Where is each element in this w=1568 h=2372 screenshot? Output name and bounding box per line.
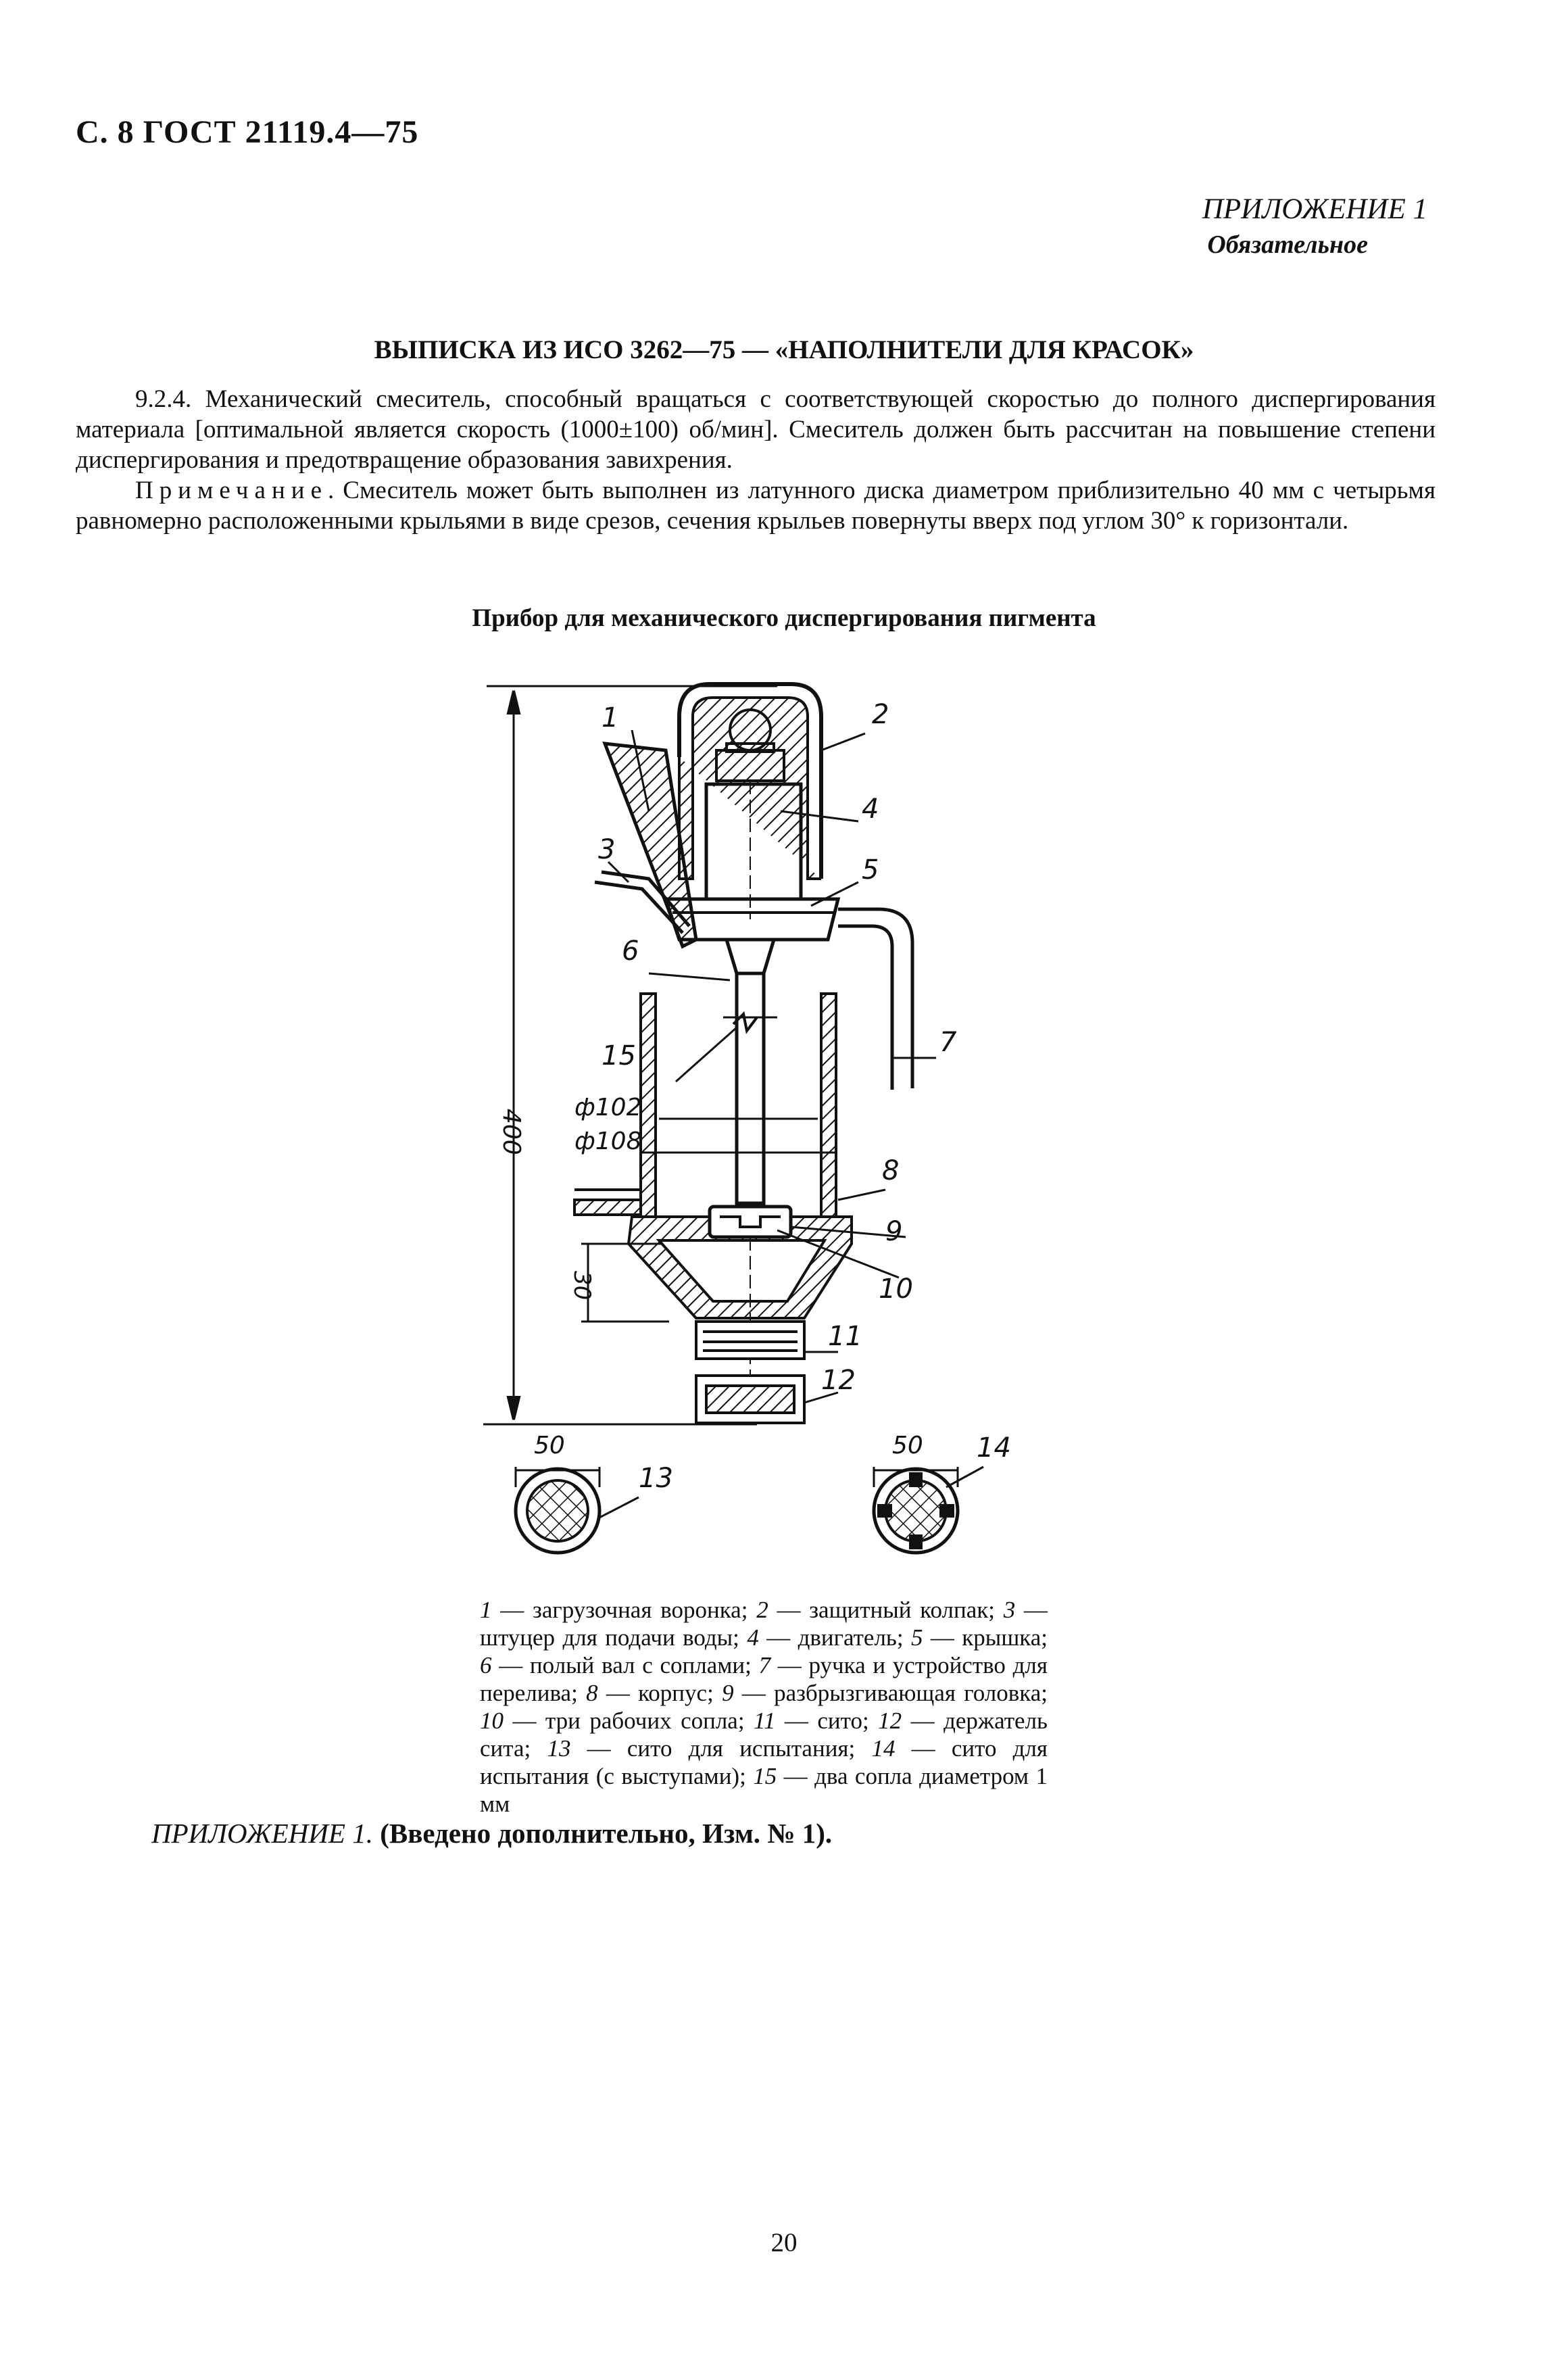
- caption-item-4: 4 — двигатель;: [747, 1624, 912, 1651]
- caption-item-8: 8 — корпус;: [586, 1680, 722, 1706]
- page-number: 20: [770, 2228, 798, 2257]
- dim-cone: 30: [568, 1271, 595, 1301]
- label-4: 4: [862, 794, 879, 825]
- label-1: 1: [602, 702, 619, 733]
- caption-item-10: 10 — три рабочих сопла;: [480, 1708, 754, 1734]
- caption-item-3: 3 — штуцер для подачи воды;: [480, 1597, 1048, 1651]
- dim-d-inner: ф102: [574, 1094, 642, 1121]
- caption-item-6: 6 — полый вал с соплами;: [480, 1652, 759, 1678]
- amendment-text: (Введено дополнительно, Изм. № 1).: [372, 1818, 833, 1849]
- dim-sieve13: 50: [534, 1432, 565, 1459]
- label-12: 12: [821, 1365, 856, 1396]
- caption-item-1: 1 — загрузочная воронка;: [480, 1597, 757, 1623]
- label-5: 5: [862, 854, 879, 886]
- label-7: 7: [939, 1027, 957, 1058]
- dim-d-outer: ф108: [574, 1128, 642, 1155]
- note-text: . Смеситель может быть выполнен из латунного диска диаметром приблизительно 40 мм с четырьмя равномерно расположенными крыльями в виде срезов, сечения крыльев повернуты вверх под углом 30° к горизонтали.: [76, 477, 1436, 535]
- dim-sieve14: 50: [892, 1432, 923, 1459]
- label-9: 9: [885, 1216, 903, 1247]
- figure-title: Прибор для механического диспергирования пигмента: [472, 604, 1096, 632]
- label-13: 13: [639, 1463, 673, 1494]
- caption-item-11: 11 — сито;: [754, 1708, 879, 1734]
- dim-height: 400: [497, 1109, 525, 1155]
- label-14: 14: [977, 1432, 1011, 1463]
- label-10: 10: [879, 1274, 913, 1305]
- caption-item-7: 7 — ручка и устройство для перелива;: [480, 1652, 1048, 1706]
- section-title: ВЫПИСКА ИЗ ИСО 3262—75 — «НАПОЛНИТЕЛИ ДЛЯ КРАСОК»: [374, 335, 1194, 364]
- appendix-status: Обязательное: [1207, 231, 1368, 259]
- appendix-label: ПРИЛОЖЕНИЕ 1: [1202, 193, 1427, 225]
- caption-item-14: 14 — сито для испытания (с выступами);: [480, 1735, 1048, 1789]
- label-2: 2: [872, 699, 889, 730]
- caption-item-12: 12 — держатель сита;: [480, 1708, 1048, 1762]
- label-6: 6: [622, 936, 639, 967]
- amendment-note: [151, 1817, 832, 1849]
- caption-item-9: 9 — разбрызгивающая головка;: [722, 1680, 1048, 1706]
- label-3: 3: [598, 834, 616, 865]
- caption-item-15: 15 — два сопла диаметром 1 мм: [480, 1763, 1048, 1817]
- document-header: С. 8 ГОСТ 21119.4—75: [76, 114, 419, 150]
- paragraph-9-2-4: 9.2.4. Механический смеситель, способный вращаться с соответствующей скоростью до полного диспергирования материала [оптимальной является скорость (1000±100) об/мин]. Смеситель должен быть рассчитан на повышение степени диспергирования и предотвращение образования завихрения.: [76, 385, 1436, 474]
- caption-item-2: 2 — защитный колпак;: [756, 1597, 1004, 1623]
- label-8: 8: [882, 1155, 900, 1186]
- caption-item-13: 13 — сито для испытания;: [547, 1735, 872, 1762]
- label-11: 11: [828, 1321, 862, 1352]
- note-label: Примечание: [135, 477, 328, 504]
- figure-caption: [480, 1596, 1048, 1818]
- caption-item-5: 5 — крышка;: [911, 1624, 1048, 1651]
- amendment-label: ПРИЛОЖЕНИЕ 1.: [151, 1818, 373, 1849]
- label-15: 15: [602, 1040, 636, 1071]
